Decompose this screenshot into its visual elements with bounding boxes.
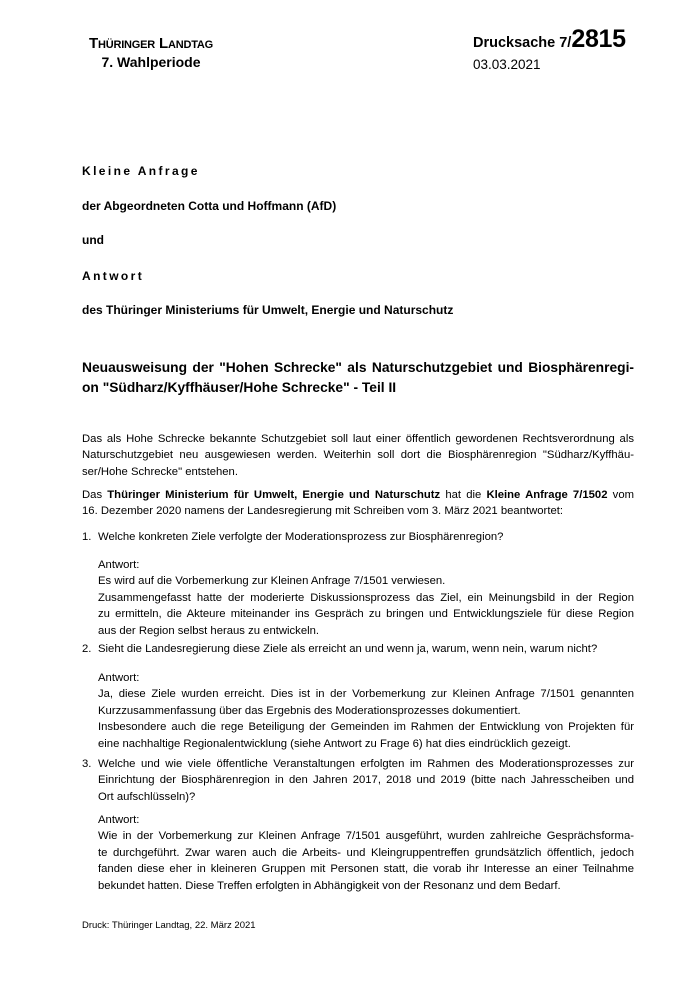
ministry-response-line1: [82, 487, 634, 503]
question-3-number: 3.: [82, 758, 92, 770]
question-3: [82, 756, 634, 805]
question-1-number: 1.: [82, 531, 92, 543]
answer-1-label: Antwort:: [98, 559, 140, 571]
question-2: [82, 641, 634, 657]
answer-3-text: Wie in der Vorbemerkung zur Kleinen Anfrage 7/1501 ausgeführt, wurden zahlreiche Gesprächsforma- te durchgeführt. Zwar waren auch die Arbeits- und Kleingruppentreffen grundsätzlich öffentlich, jedoch fanden diese eher in kleineren Gruppen mit Personen statt, die vorab ihr Interesse an einer Teilnahme bekundet hatten. Diese Treffen erfolgten in Abhängigkeit von der Resonanz und dem Bedarf.: [98, 830, 634, 892]
doc-number-row: [473, 27, 638, 56]
ministry-response-line2: 16. Dezember 2020 namens der Landesregierung mit Schreiben vom 3. März 2021 beantwortet:: [82, 505, 564, 518]
connector-word: und: [82, 233, 104, 247]
anfrage-ref-bold: Kleine Anfrage 7/1502: [486, 489, 608, 501]
question-1-text: Welche konkreten Ziele verfolgte der Moderationsprozess zur Biosphärenregion?: [98, 531, 504, 543]
answer-1-text: Es wird auf die Vorbemerkung zur Kleinen Anfrage 7/1501 verwiesen. Zusammengefasst hatte der moderierte Diskussionsprozess das Ziel, ein Meinungsbild in der Region zu ermitteln, die Akteure miteinander ins Gespräch zu bringen und Entwicklungsziele für diese Region aus der Region selbst heraus zu entwickeln.: [98, 575, 634, 637]
header-docinfo-block: [473, 27, 638, 73]
print-imprint: Druck: Thüringer Landtag, 22. März 2021: [82, 920, 256, 931]
parliament-name: Thüringer Landtag: [89, 35, 213, 52]
answer-2: [82, 670, 634, 752]
ministry-name-bold: Thüringer Ministerium für Umwelt, Energie und Naturschutz: [107, 489, 441, 501]
response-by: des Thüringer Ministeriums für Umwelt, Energie und Naturschutz: [82, 303, 454, 317]
question-1: [82, 529, 634, 545]
doc-type-label: Drucksache 7/: [473, 35, 572, 51]
note-seg-hat: hat die: [440, 489, 487, 501]
header-parliament-block: [82, 36, 220, 69]
document-title: Neuausweisung der "Hohen Schrecke" als Naturschutzgebiet und Biosphärenregi- on "Südharz/Kyffhäuser/Hohe Schrecke" - Teil II: [82, 360, 634, 395]
request-by: der Abgeordneten Cotta und Hoffmann (AfD): [82, 199, 337, 213]
question-2-number: 2.: [82, 643, 92, 655]
legislative-term: 7. Wahlperiode: [101, 54, 201, 70]
answer-3: [82, 812, 634, 894]
note-seg-das: Das: [82, 489, 108, 501]
doc-number: 2815: [571, 25, 626, 53]
answer-2-label: Antwort:: [98, 672, 140, 684]
question-2-text: Sieht die Landesregierung diese Ziele als erreicht an und wenn ja, warum, wenn nein, warum nicht?: [98, 643, 598, 655]
answer-1: [82, 557, 634, 639]
note-seg-vom: vom: [607, 489, 635, 501]
answer-2-text: Ja, diese Ziele wurden erreicht. Dies ist in der Vorbemerkung zur Kleinen Anfrage 7/1501 genannten Kurzzusammenfassung über das Ergebnis des Moderationsprozesses dokumentiert. Insbesondere auch die rege Beteiligung der Gemeinden im Rahmen der Entwicklung von Projekten für eine nachhaltige Regionalentwicklung (siehe Antwort zu Frage 6) hat dies eindrücklich gezeigt.: [98, 688, 634, 750]
preamble-paragraph: Das als Hohe Schrecke bekannte Schutzgebiet soll laut einer öffentlich gewordenen Rechtsverordnung als Naturschutzgebiet neu ausgewiesen werden. Weiterhin soll dort die Biosphärenregion "Südharz/Kyffhäu- ser/Hohe Schrecke" entstehen.: [82, 433, 634, 478]
doc-date: 03.03.2021: [473, 57, 541, 72]
question-3-text: Welche und wie viele öffentliche Veranstaltungen erfolgten im Rahmen des Moderationsprozesses zur Einrichtung der Biosphärenregion in den Jahren 2017, 2018 und 2019 (bitte nach Jahresscheiben und Ort aufschlüsseln)?: [98, 758, 634, 803]
ministry-response-note: [82, 487, 634, 520]
request-heading: Kleine Anfrage: [82, 164, 200, 178]
response-heading: Antwort: [82, 269, 145, 283]
answer-3-label: Antwort:: [98, 814, 140, 826]
